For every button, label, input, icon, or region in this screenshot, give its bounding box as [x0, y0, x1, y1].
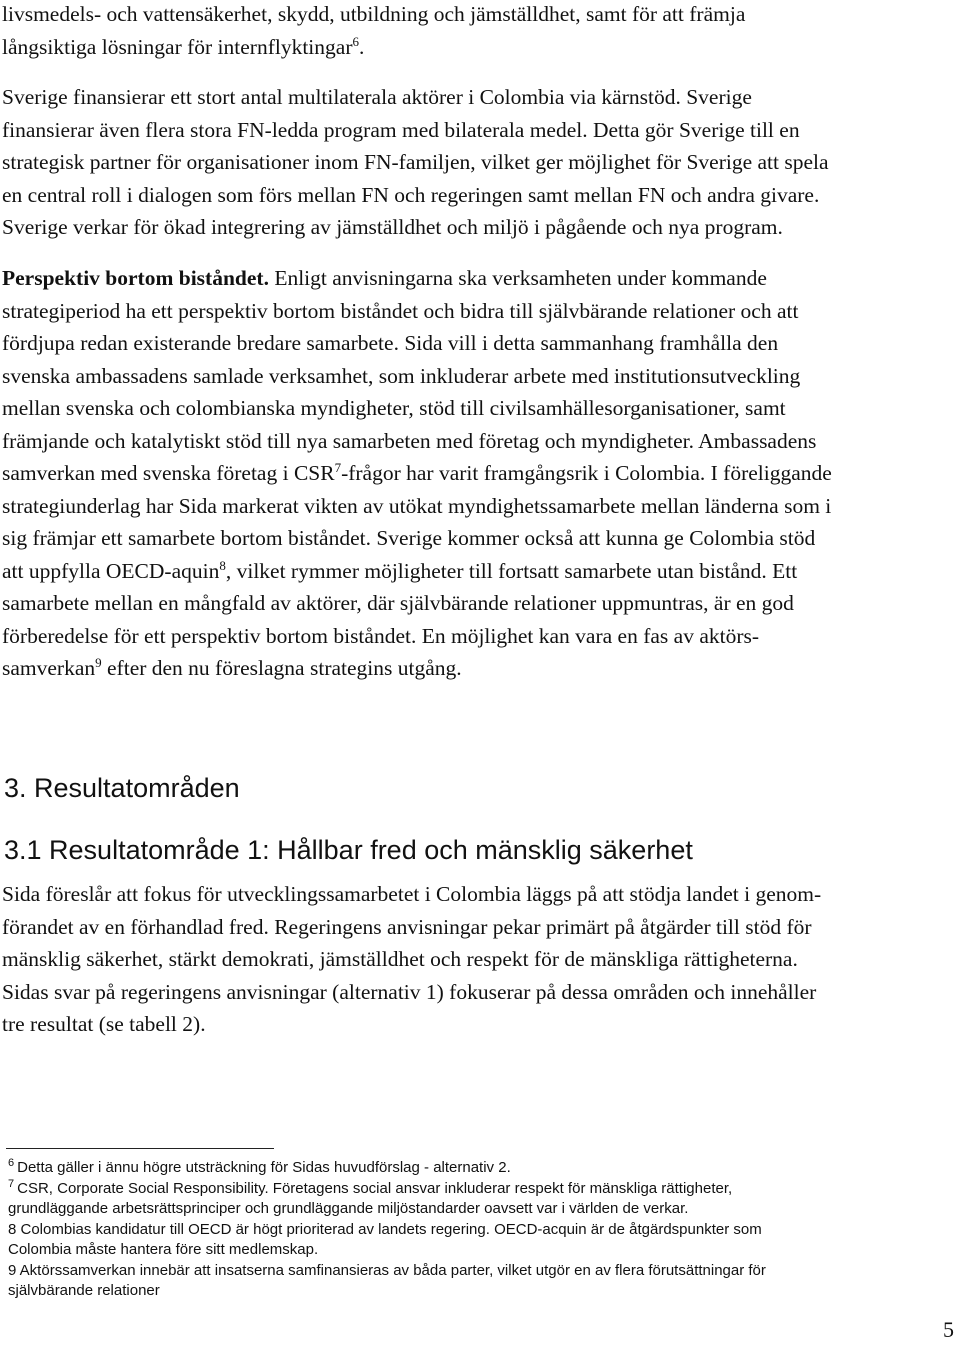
text-line: långsiktiga lösningar för internflyktingar$^6$. — [2, 33, 365, 59]
paragraph-multilateral — [2, 81, 938, 244]
text-line: en central roll i dialogen som förs mellan FN och regeringen samt mellan FN och andra givare. — [2, 182, 820, 207]
footnote-9: 9 Aktörssamverkan innebär att insatserna samfinansieras av båda parter, vilket utgör en av flera förutsättningar för — [8, 1261, 766, 1279]
paragraph-lead-heading: Perspektiv bortom biståndet. — [2, 266, 269, 290]
footnote-7-continued: grundläggande arbetsrättsprinciper och grundläggande miljöstandarder oavsett var i världen de verkar. — [8, 1200, 689, 1217]
text-line: samarbete mellan en mångfald av aktörer, där självbärande relationer uppmuntras, är en god — [2, 591, 794, 615]
paragraph-continuation — [2, 0, 938, 63]
text-segment: att uppfylla OECD-aquin — [2, 558, 220, 583]
paragraph-result-area — [2, 878, 938, 1041]
text-line — [2, 555, 938, 588]
footnote-6 — [8, 1158, 938, 1179]
text-line — [2, 652, 938, 685]
text-line: svenska ambassadens samlade verksamhet, som inkluderar arbete med institutionsutveckling — [2, 363, 801, 388]
footnote-number: 6 — [8, 1157, 15, 1169]
text-segment: långsiktiga lösningar för internflyktingar — [2, 34, 353, 59]
text-segment: -frågor har varit framgångsrik i Colombia. I föreliggande — [341, 461, 832, 485]
subsection-heading: 3.1 Resultatområde 1: Hållbar fred och mänsklig säkerhet — [4, 835, 693, 865]
text-line — [2, 262, 938, 295]
text-line: mänsklig säkerhet, stärkt demokrati, jämställdhet och respekt för de mänskliga rättigheterna. — [2, 947, 798, 971]
footnote-9-continued: självbärande relationer — [8, 1282, 160, 1299]
text-line — [2, 457, 938, 490]
footnote-text: Detta gäller i ännu högre utsträckning för Sidas huvudförslag - alternativ 2. — [17, 1159, 511, 1176]
page-number: 5 — [943, 1317, 954, 1342]
footnote-separator — [6, 1148, 274, 1149]
text-line: strategisk partner för organisationer inom FN-familjen, vilket ger möjlighet för Sverige att spela — [2, 150, 829, 174]
text-segment: samverkan — [2, 656, 96, 680]
text-line: mellan svenska och colombianska myndigheter, stöd till civilsamhällesorganisationer, samt — [2, 396, 786, 420]
text-line: Sverige finansierar ett stort antal multilaterala aktörer i Colombia via kärnstöd. Sverige — [2, 85, 752, 109]
text-line: förandet av en förhandlad fred. Regeringens anvisningar pekar primärt på åtgärder till stöd för — [2, 914, 812, 939]
text-line: fördjupa redan existerande bredare samarbete. Sida vill i detta sammanhang framhålla den — [2, 331, 779, 355]
text-line: tre resultat (se tabell 2). — [2, 1012, 206, 1036]
text-segment: , vilket rymmer möjligheter till fortsatt samarbete utan bistånd. Ett — [225, 558, 798, 583]
text-segment: efter den nu föreslagna strategins utgång. — [101, 656, 462, 680]
text-segment: Enligt anvisningarna ska verksamheten under kommande — [268, 266, 767, 290]
footnote-reference: 8 — [219, 557, 226, 573]
footnote-8: 8 Colombias kandidatur till OECD är högt prioriterad av landets regering. OECD-acquin är de åtgärdspunkter som — [8, 1220, 762, 1238]
text-line: finansierar även flera stora FN-ledda program med bilaterala medel. Detta gör Sverige till en — [2, 117, 800, 142]
footnote-7 — [8, 1179, 938, 1200]
text-line: strategiunderlag har Sida markerat vikten av utökat myndighetssamarbete mellan länderna som i — [2, 493, 832, 518]
paragraph-perspective — [2, 262, 938, 685]
text-segment: samverkan med svenska företag i CSR — [2, 461, 335, 485]
footnote-8-continued: Colombia måste hantera före sitt medlemskap. — [8, 1241, 319, 1258]
footnotes — [8, 1158, 938, 1302]
text-line: Sidas svar på regeringens anvisningar (alternativ 1) fokuserar på dessa områden och innehåller — [2, 979, 817, 1004]
footnote-reference: 9 — [95, 654, 102, 670]
footnote-reference: 7 — [334, 459, 342, 475]
text-line: främjande och katalytiskt stöd till nya samarbeten med företag och myndigheter. Ambassadens — [2, 428, 817, 453]
footnote-number: 7 — [8, 1177, 15, 1190]
text-line: sig främjar ett samarbete bortom biståndet. Sverige kommer också att kunna ge Colombia stöd — [2, 526, 816, 550]
text-line: Sida föreslår att fokus för utvecklingssamarbetet i Colombia läggs på att stödja landet i genom- — [2, 882, 822, 906]
text-line: strategiperiod ha ett perspektiv bortom biståndet och bidra till självbärande relationer och att — [2, 298, 799, 323]
footnote-reference: 6 — [352, 33, 359, 49]
text-line: Sverige verkar för ökad integrering av jämställdhet och miljö i pågående och nya program. — [2, 215, 783, 239]
footnote-text: CSR, Corporate Social Responsibility. Företagens social ansvar inkluderar respekt för mänskliga rättigheter, — [17, 1179, 733, 1197]
text-line: förberedelse för ett perspektiv bortom biståndet. En möjlighet kan vara en fas av aktörs- — [2, 623, 760, 648]
text-line: livsmedels- och vattensäkerhet, skydd, utbildning och jämställdhet, samt för att främja — [2, 2, 746, 26]
section-heading: 3. Resultatområden — [4, 773, 240, 803]
